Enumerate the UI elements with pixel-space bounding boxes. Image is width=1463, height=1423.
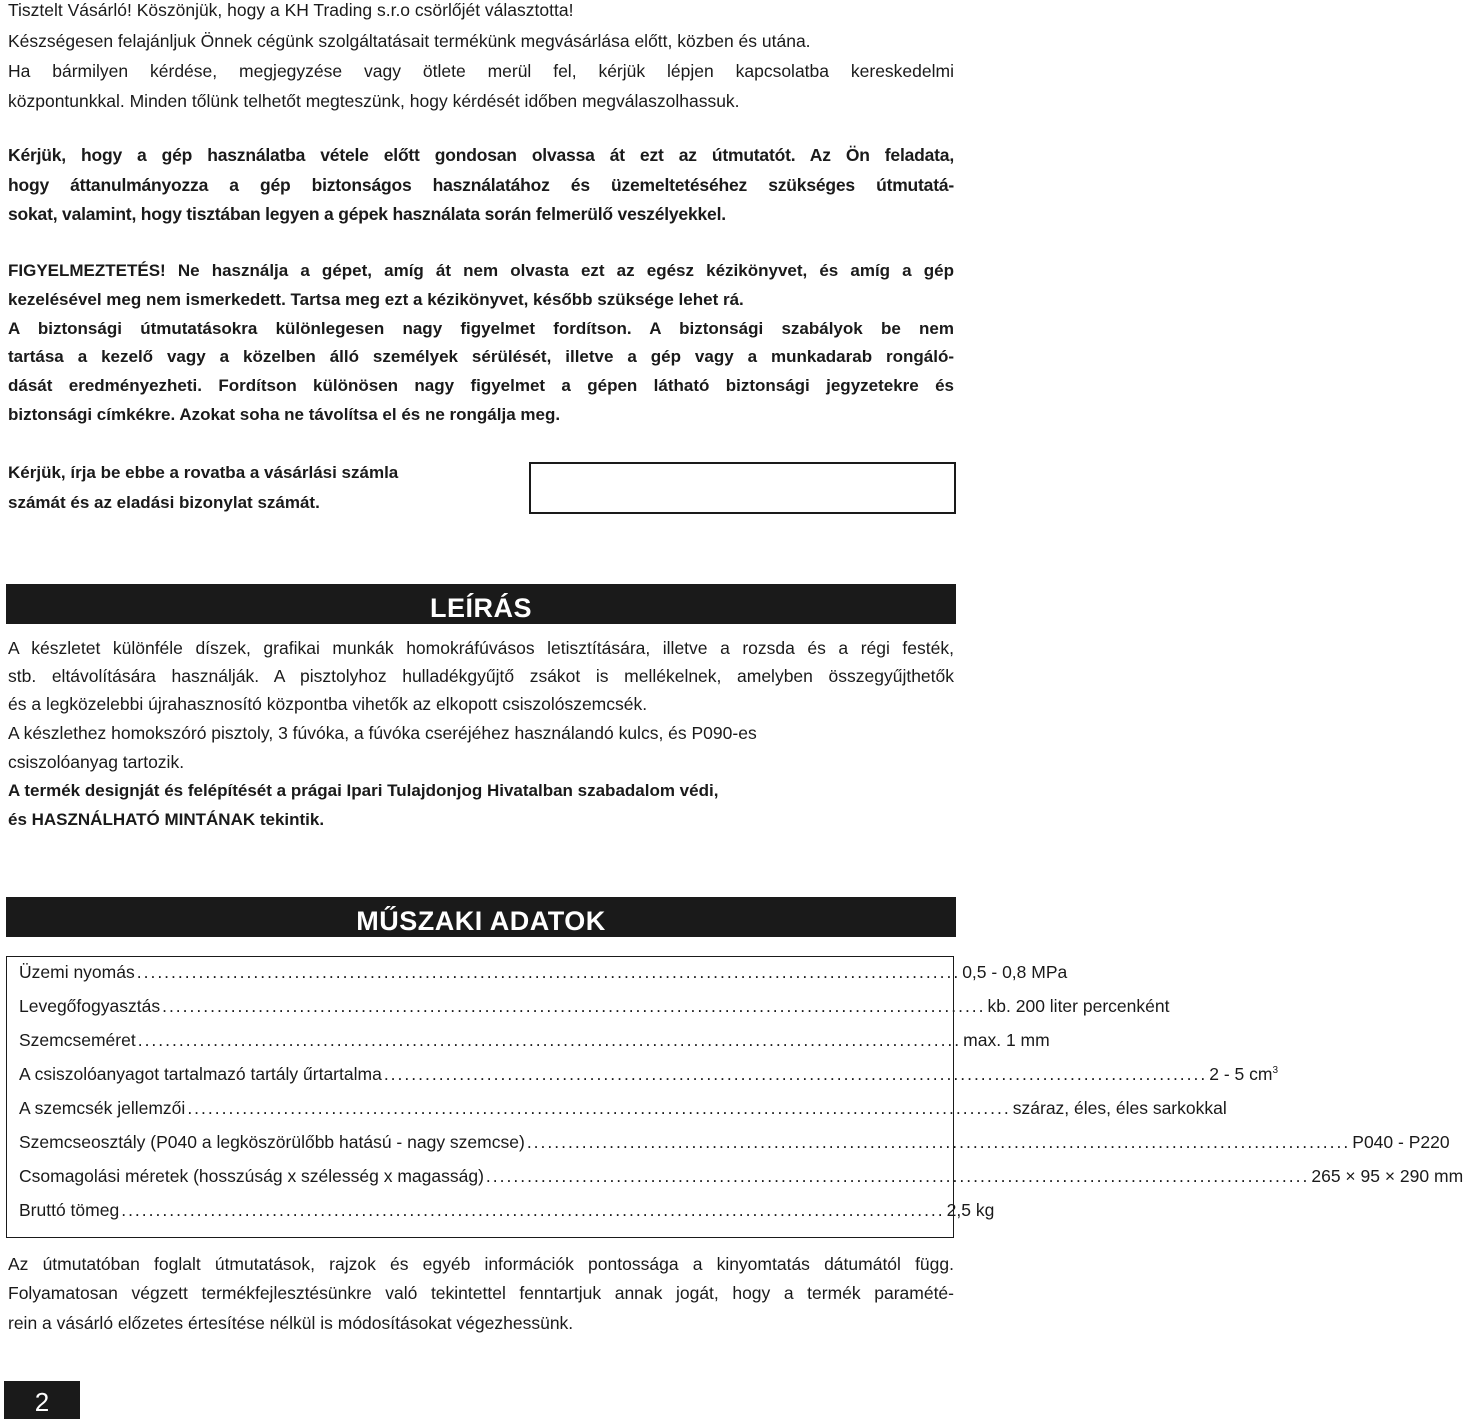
spec-row — [19, 1064, 1279, 1090]
description-line-7: és HASZNÁLHATÓ MINTÁNAK tekintik. — [8, 810, 325, 829]
spec-label: Szemcseméret — [19, 1030, 136, 1050]
please-read-line-2: hogy áttanulmányozza a gép biztonságos használatához és üzemeltetéséhez szükséges útmutatá- — [8, 175, 954, 195]
footer-line-2: Folyamatosan végzett termékfejlesztésünkre való tekintettel fenntartjuk annak jogát, hogy a termék paramété- — [8, 1283, 954, 1303]
spec-value: száraz, éles, éles sarkokkal — [1012, 1098, 1227, 1118]
footer-line-3: rein a vásárló előzetes értesítése nélkül is módosításokat végezhessünk. — [8, 1313, 574, 1333]
spec-row — [19, 1200, 995, 1226]
spec-label: A szemcsék jellemzői — [19, 1098, 186, 1118]
spec-label: Üzemi nyomás — [19, 962, 135, 982]
description-line-6: A termék designját és felépítését a prágai Ipari Tulajdonjog Hivatalban szabadalom védi, — [8, 781, 719, 800]
warning-line-2: kezelésével meg nem ismerkedett. Tartsa meg ezt a kézikönyvet, később szüksége lehet rá. — [8, 290, 744, 309]
description-line-2: stb. eltávolítására használják. A pisztolyhoz hulladékgyűjtő zsákot is mellékelnek, amelyben összegyűjthetők — [8, 666, 954, 686]
page-number: 2 — [4, 1381, 80, 1419]
spec-row — [19, 996, 1170, 1022]
spec-value-superscript: 3 — [1272, 1065, 1279, 1077]
please-read-line-3: sokat, valamint, hogy tisztában legyen a gépek használata során felmerülő veszélyekkel. — [8, 204, 726, 224]
spec-leader-dots: ........................................................................................................................ — [526, 1132, 1351, 1152]
description-line-3: és a legközelebbi újrahasznosító központba vihetők az elkopott csiszolószemcsék. — [8, 694, 648, 714]
spec-label: Levegőfogyasztás — [19, 996, 161, 1016]
spec-value: max. 1 mm — [963, 1030, 1050, 1050]
invoice-instruction-line-2: számát és az eladási bizonylat számát. — [8, 493, 320, 512]
invoice-instruction-line-1: Kérjük, írja be ebbe a rovatba a vásárlási számla — [8, 463, 399, 482]
warning-line-4: tartása a kezelő vagy a közelben álló személyek sérülését, illetve a gép vagy a munkadarab rongáló- — [8, 347, 954, 366]
warning-line-6: biztonsági címkékre. Azokat soha ne távolítsa el és ne rongálja meg. — [8, 405, 561, 424]
description-heading: LEÍRÁS — [429, 593, 532, 623]
warning-line-5: dását eredményezheti. Fordítson különösen nagy figyelmet a gépen látható biztonsági jegyzetekre és — [8, 376, 954, 395]
please-read-line-1: Kérjük, hogy a gép használatba vétele előtt gondosan olvassa át ezt az útmutatót. Az Ön feladata, — [8, 145, 954, 165]
spec-value-text: 2 - 5 cm — [1209, 1064, 1273, 1084]
warning-line-3: A biztonsági útmutatásokra különlegesen nagy figyelmet fordítson. A biztonsági szabályok be nem — [8, 319, 954, 338]
spec-leader-dots: ........................................................................................................................ — [137, 1030, 962, 1050]
spec-row — [19, 1030, 1050, 1056]
invoice-number-box[interactable] — [529, 462, 956, 514]
spec-row — [19, 962, 1068, 988]
intro-line-1: Tisztelt Vásárló! Köszönjük, hogy a KH Trading s.r.o csörlőjét választotta! — [8, 0, 574, 20]
specs-heading: MŰSZAKI ADATOK — [356, 906, 606, 936]
spec-value — [1209, 1064, 1278, 1085]
spec-row — [19, 1132, 1450, 1158]
spec-value: 0,5 - 0,8 MPa — [962, 962, 1068, 982]
spec-label: Bruttó tömeg — [19, 1200, 120, 1220]
spec-label: Szemcseosztály (P040 a legköszörülőbb hatású - nagy szemcse) — [19, 1132, 525, 1152]
spec-leader-dots: ........................................................................................................................ — [383, 1064, 1208, 1084]
spec-leader-dots: ........................................................................................................................ — [136, 962, 961, 982]
spec-leader-dots: ........................................................................................................................ — [187, 1098, 1011, 1118]
description-line-4: A készlethez homokszóró pisztoly, 3 fúvóka, a fúvóka cseréjéhez használandó kulcs, és P090-es — [8, 723, 757, 743]
intro-line-3: Ha bármilyen kérdése, megjegyzése vagy ötlete merül fel, kérjük lépjen kapcsolatba kereskedelmi — [8, 61, 954, 81]
description-line-5: csiszolóanyag tartozik. — [8, 752, 185, 772]
intro-line-4: központunkkal. Minden tőlünk telhetőt megteszünk, hogy kérdését időben megválaszolhassuk. — [8, 91, 740, 111]
footer-line-1: Az útmutatóban foglalt útmutatások, rajzok és egyéb információk pontossága a kinyomtatás dátumától függ. — [8, 1254, 954, 1274]
spec-label: Csomagolási méretek (hosszúság x szélesség x magasság) — [19, 1166, 484, 1186]
spec-leader-dots: ........................................................................................................................ — [121, 1200, 945, 1220]
spec-leader-dots: ........................................................................................................................ — [162, 996, 986, 1016]
spec-value: kb. 200 liter percenként — [987, 996, 1170, 1016]
spec-value: 265 × 95 × 290 mm — [1311, 1166, 1463, 1186]
spec-label: A csiszolóanyagot tartalmazó tartály űrtartalma — [19, 1064, 382, 1084]
intro-line-2: Készségesen felajánljuk Önnek cégünk szolgáltatásait termékünk megvásárlása előtt, közben és utána. — [8, 31, 811, 51]
description-line-1: A készletet különféle díszek, grafikai munkák homokráfúvásos letisztítására, illetve a rozsda és a régi festék, — [8, 638, 954, 658]
warning-line-1: FIGYELMEZTETÉS! Ne használja a gépet, amíg át nem olvasta ezt az egész kézikönyvet, és amíg a gép — [8, 261, 954, 280]
spec-value: 2,5 kg — [946, 1200, 995, 1220]
spec-leader-dots: ........................................................................................................................ — [485, 1166, 1310, 1186]
spec-value: P040 - P220 — [1352, 1132, 1450, 1152]
spec-row — [19, 1166, 1463, 1192]
spec-row — [19, 1098, 1227, 1124]
